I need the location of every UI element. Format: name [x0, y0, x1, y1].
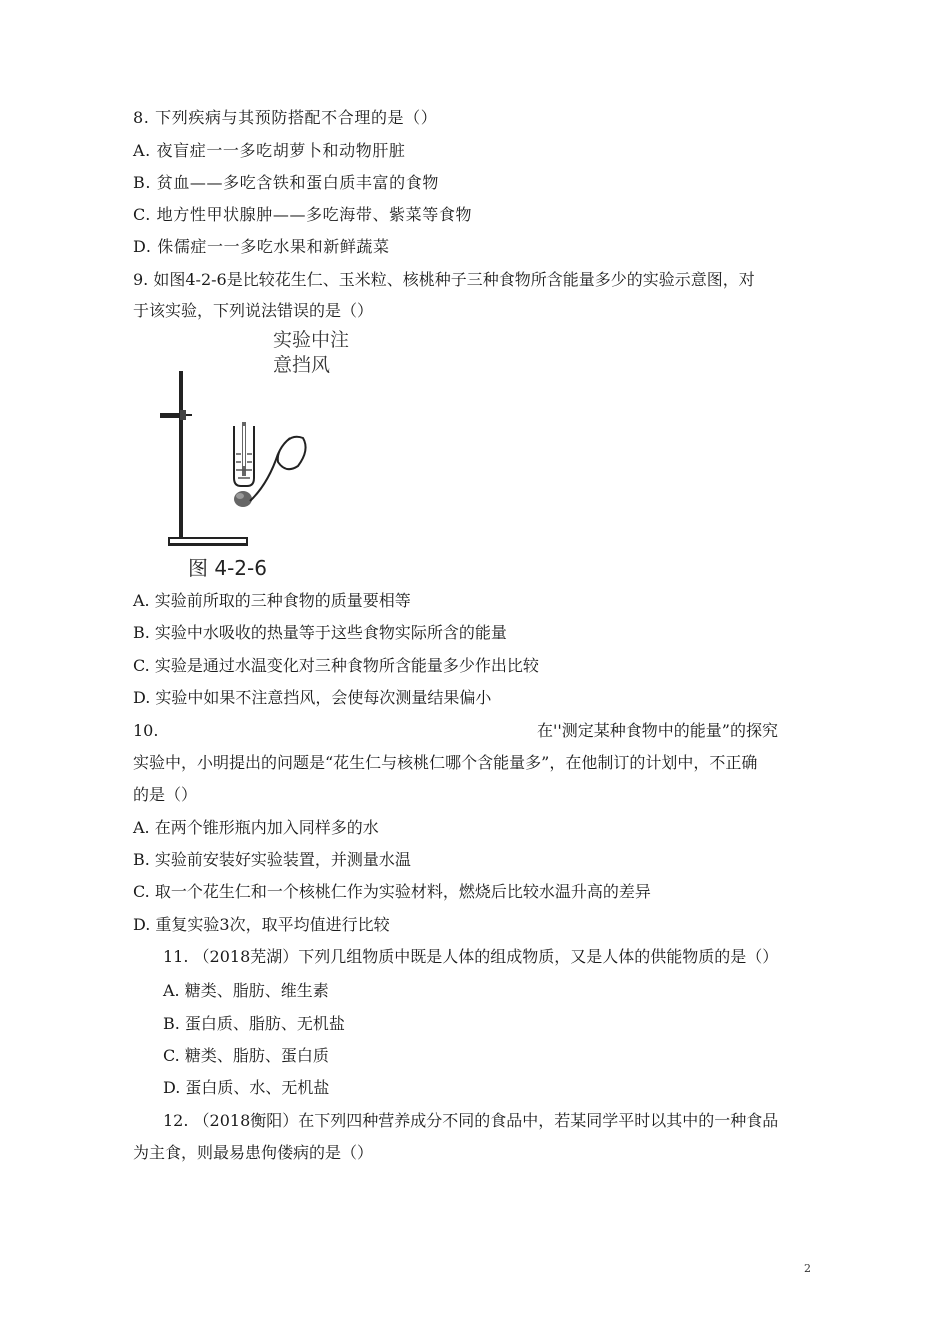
iron-stand-apparatus-drawing — [160, 326, 380, 556]
q8-option-a: A. 夜盲症一一多吃胡萝卜和动物肝脏 — [133, 141, 406, 160]
q10-stem-part1: 在''测定某种食物中的能量”的探究 — [537, 721, 778, 740]
q10-stem-line3: 的是（） — [133, 785, 198, 804]
figure-note-line2: 意挡风 — [273, 354, 331, 376]
q10-number: 10. — [133, 721, 159, 740]
q8-option-c: C. 地方性甲状腺肿——多吃海带、紫菜等食物 — [133, 205, 473, 224]
figure-note-line1: 实验中注 — [273, 329, 350, 351]
q12-stem-line1: 12. （2018衡阳）在下列四种营养成分不同的食品中，若某同学平时以其中的一种食品 — [163, 1111, 779, 1130]
experiment-figure — [160, 326, 380, 578]
q8-option-b: B. 贫血——多吃含铁和蛋白质丰富的食物 — [133, 173, 439, 192]
q8-option-d: D. 侏儒症一一多吃水果和新鲜蔬菜 — [133, 237, 390, 256]
q9-option-b: B. 实验中水吸收的热量等于这些食物实际所含的能量 — [133, 623, 507, 642]
q8-stem: 8. 下列疾病与其预防搭配不合理的是（） — [133, 108, 438, 127]
q9-stem-line1: 9. 如图4-2-6是比较花生仁、玉米粒、核桃种子三种食物所含能量多少的实验示意图，对 — [133, 270, 755, 289]
q9-option-d: D. 实验中如果不注意挡风，会使每次测量结果偏小 — [133, 688, 492, 707]
q11-stem: 11. （2018芜湖）下列几组物质中既是人体的组成物质，又是人体的供能物质的是（） — [163, 947, 779, 966]
q10-option-b: B. 实验前安装好实验装置，并测量水温 — [133, 850, 411, 869]
figure-caption: 图 4-2-6 — [188, 556, 267, 580]
page-number: 2 — [804, 1262, 811, 1275]
q10-option-a: A. 在两个锥形瓶内加入同样多的水 — [133, 818, 379, 837]
q11-option-d: D. 蛋白质、水、无机盐 — [163, 1078, 330, 1097]
q11-option-c: C. 糖类、脂肪、蛋白质 — [163, 1046, 329, 1065]
q9-stem-line2: 于该实验，下列说法错误的是（） — [133, 301, 374, 320]
q10-option-c: C. 取一个花生仁和一个核桃仁作为实验材料，燃烧后比较水温升高的差异 — [133, 882, 651, 901]
q9-option-c: C. 实验是通过水温变化对三种食物所含能量多少作出比较 — [133, 656, 539, 675]
q11-option-a: A. 糖类、脂肪、维生素 — [163, 981, 329, 1000]
q9-option-a: A. 实验前所取的三种食物的质量要相等 — [133, 591, 411, 610]
q12-stem-line2: 为主食，则最易患佝偻病的是（） — [133, 1143, 374, 1162]
q10-stem-line2: 实验中，小明提出的问题是“花生仁与核桃仁哪个含能量多”，在他制订的计划中，不正确 — [133, 753, 758, 772]
q11-option-b: B. 蛋白质、脂肪、无机盐 — [163, 1014, 345, 1033]
q10-option-d: D. 重复实验3次，取平均值进行比较 — [133, 915, 390, 934]
